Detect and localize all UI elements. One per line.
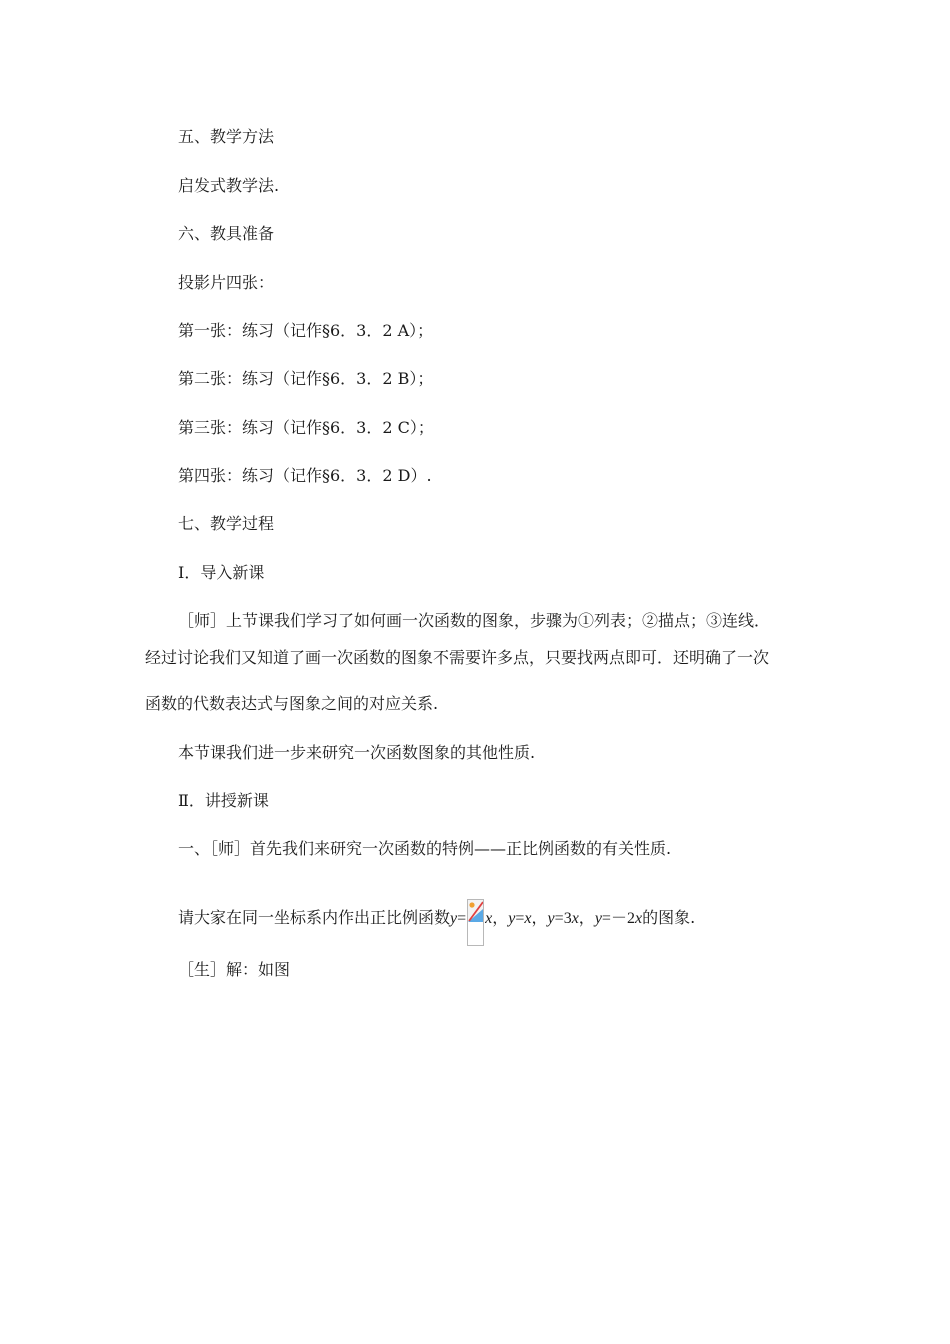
lesson-paragraph: 本节课我们进一步来研究一次函数图象的其他性质. bbox=[178, 743, 536, 762]
teacher-paragraph-line: ［师］上节课我们学习了如何画一次函数的图象，步骤为①列表；②描点；③连线． bbox=[178, 611, 771, 630]
function-2-y: y bbox=[508, 910, 516, 927]
slide-item: 第二张：练习（记作§6．3．2 B）； bbox=[178, 369, 434, 388]
slide-item: 第一张：练习（记作§6．3．2 A）； bbox=[178, 321, 434, 340]
function-1-y: y bbox=[450, 910, 458, 927]
function-3-y: y bbox=[547, 910, 555, 927]
function-4-x: x bbox=[634, 910, 643, 927]
part2-heading: Ⅱ．讲授新课 bbox=[178, 791, 269, 810]
teacher-paragraph-line: 函数的代数表达式与图象之间的对应关系. bbox=[145, 694, 439, 713]
broken-image-icon bbox=[467, 899, 484, 945]
function-4-equals: = bbox=[601, 910, 611, 927]
function-4-coefficient: －2 bbox=[610, 910, 635, 927]
teacher-paragraph-line: 经过讨论我们又知道了画一次函数的图象不需要许多点，只要找两点即可．还明确了一次 bbox=[145, 648, 770, 667]
function-4-y: y bbox=[594, 910, 602, 927]
separator: ， bbox=[531, 908, 548, 927]
function-3-coefficient: 3 bbox=[563, 910, 572, 927]
function-2-equals: = bbox=[515, 910, 525, 927]
function-1-x: x bbox=[485, 910, 493, 927]
separator: ， bbox=[492, 908, 509, 927]
slide-item: 第四张：练习（记作§6．3．2 D）. bbox=[178, 466, 432, 485]
task-suffix: 的图象. bbox=[642, 908, 696, 927]
student-line: ［生］解：如图 bbox=[178, 960, 291, 979]
slide-item: 第三张：练习（记作§6．3．2 C）； bbox=[178, 418, 434, 437]
tools-intro: 投影片四张： bbox=[178, 273, 275, 292]
function-2-x: x bbox=[524, 910, 532, 927]
method-text: 启发式教学法. bbox=[178, 176, 280, 195]
function-1-equals: = bbox=[457, 910, 467, 927]
separator: ， bbox=[578, 908, 595, 927]
part1-heading: Ⅰ．导入新课 bbox=[178, 563, 265, 582]
section-heading-method: 五、教学方法 bbox=[178, 127, 275, 146]
section-heading-tools: 六、教具准备 bbox=[178, 224, 275, 243]
task-line bbox=[178, 899, 695, 945]
section-heading-process: 七、教学过程 bbox=[178, 514, 275, 533]
task-prefix: 请大家在同一坐标系内作出正比例函数 bbox=[178, 908, 451, 927]
teach-line: 一、［师］首先我们来研究一次函数的特例——正比例函数的有关性质. bbox=[178, 839, 672, 858]
function-3-equals: = bbox=[554, 910, 564, 927]
function-3-x: x bbox=[571, 910, 579, 927]
